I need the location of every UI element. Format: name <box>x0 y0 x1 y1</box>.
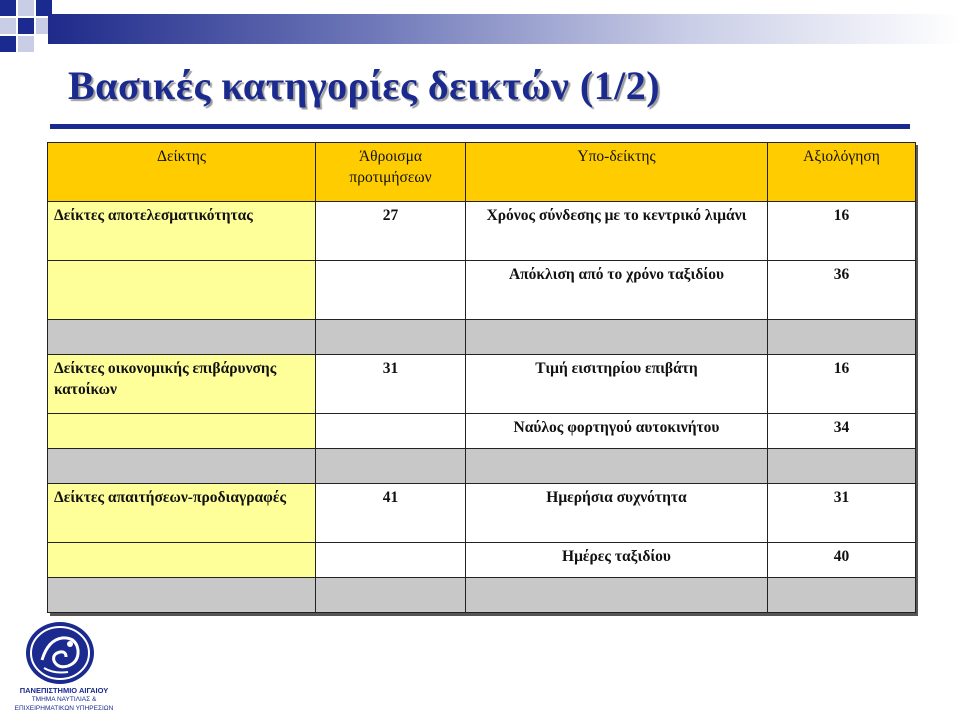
category-label: Δείκτες αποτελεσματικότητας <box>54 207 253 224</box>
sub-indicator-cell: Ναύλος φορτηγού αυτοκινήτου <box>466 414 768 449</box>
category-cell: Δείκτες οικονομικής επιβάρυνσης κατοίκων <box>48 355 316 414</box>
separator-cell <box>48 578 316 613</box>
separator-cell <box>316 449 466 484</box>
separator-cell <box>768 449 916 484</box>
header-gradient-bar <box>48 14 960 44</box>
department-name: ΤΜΗΜΑ ΝΑΥΤΙΛΙΑΣ & ΕΠΙΧΕΙΡΗΜΑΤΙΚΩΝ ΥΠΗΡΕΣΙΩΝ <box>14 696 114 712</box>
rating-cell: 36 <box>768 261 916 320</box>
separator-row <box>48 449 916 484</box>
rating-cell: 16 <box>768 202 916 261</box>
column-header-rating: Αξιολόγηση <box>768 143 916 202</box>
separator-cell <box>48 320 316 355</box>
table-row <box>48 543 916 578</box>
sum-cell <box>316 414 466 449</box>
sub-indicator-cell: Ημέρες ταξιδίου <box>466 543 768 578</box>
separator-cell <box>466 449 768 484</box>
sum-cell: 41 <box>316 484 466 543</box>
sub-indicator-cell: Τιμή εισιτηρίου επιβάτη <box>466 355 768 414</box>
indicator-table-wrapper <box>47 142 915 613</box>
sum-cell: 27 <box>316 202 466 261</box>
rating-cell: 16 <box>768 355 916 414</box>
column-header-indicator: Δείκτης <box>48 143 316 202</box>
category-cell: Δείκτες απαιτήσεων-προδιαγραφές <box>48 484 316 543</box>
university-seal-icon <box>24 620 96 686</box>
table-row <box>48 355 916 414</box>
table-row <box>48 484 916 543</box>
university-name: ΠΑΝΕΠΙΣΤΗΜΙΟ ΑΙΓΑΙΟΥ <box>19 686 109 695</box>
title-underline <box>50 124 910 129</box>
sub-indicator-cell: Απόκλιση από το χρόνο ταξιδίου <box>466 261 768 320</box>
sub-indicator-cell: Ημερήσια συχνότητα <box>466 484 768 543</box>
decor-square <box>0 0 16 16</box>
separator-cell <box>316 578 466 613</box>
decor-square <box>0 36 16 52</box>
separator-cell <box>466 320 768 355</box>
category-cell <box>48 414 316 449</box>
separator-cell <box>466 578 768 613</box>
category-cell <box>48 202 316 261</box>
table-row <box>48 202 916 261</box>
sum-cell <box>316 543 466 578</box>
rating-cell: 31 <box>768 484 916 543</box>
table-row <box>48 414 916 449</box>
separator-cell <box>768 578 916 613</box>
slide-title: Βασικές κατηγορίες δεικτών (1/2) <box>68 63 661 108</box>
table-row <box>48 261 916 320</box>
decor-square <box>18 36 34 52</box>
separator-row <box>48 578 916 613</box>
rating-cell: 40 <box>768 543 916 578</box>
decor-square <box>0 18 16 34</box>
sum-cell: 31 <box>316 355 466 414</box>
separator-cell <box>768 320 916 355</box>
sub-indicator-cell: Χρόνος σύνδεσης με το κεντρικό λιμάνι <box>466 202 768 261</box>
university-caption <box>4 686 124 713</box>
column-header-sub-indicator: Υπο-δείκτης <box>466 143 768 202</box>
rating-cell: 34 <box>768 414 916 449</box>
decor-square <box>18 0 34 16</box>
table-header-row <box>48 143 916 202</box>
separator-cell <box>48 449 316 484</box>
separator-cell <box>316 320 466 355</box>
decorative-header <box>0 0 960 60</box>
category-cell <box>48 261 316 320</box>
indicator-table <box>47 142 916 613</box>
separator-row <box>48 320 916 355</box>
decor-square <box>18 18 34 34</box>
category-cell <box>48 543 316 578</box>
sum-cell <box>316 261 466 320</box>
column-header-preference-sum: Άθροισμα προτιμήσεων <box>316 143 466 202</box>
